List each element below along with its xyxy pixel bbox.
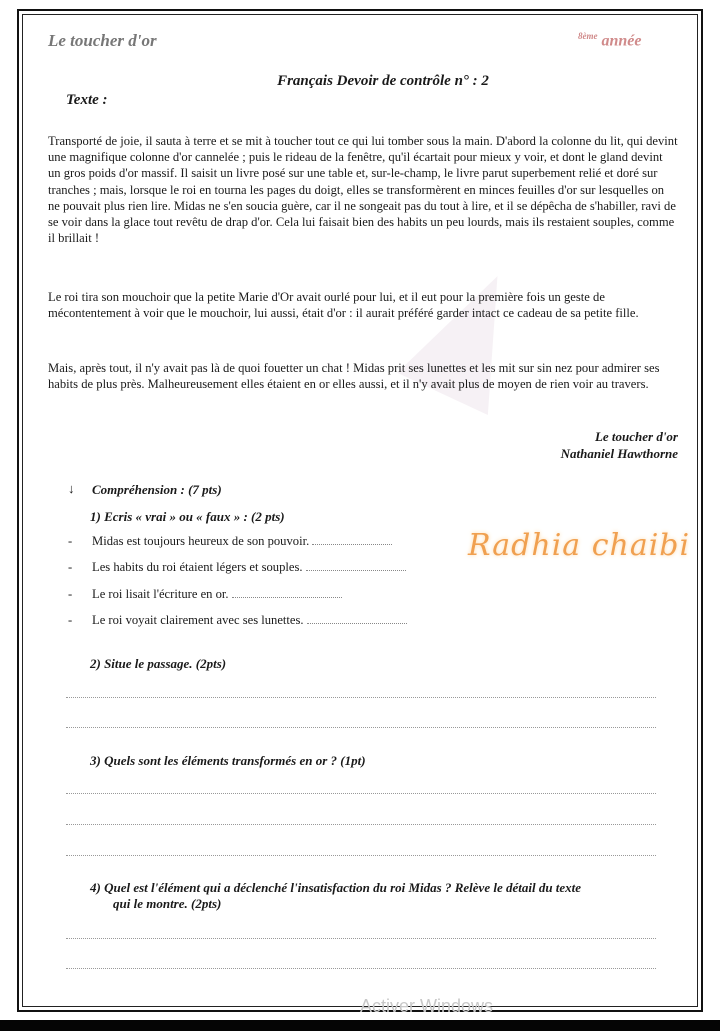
answer-line[interactable] xyxy=(66,824,656,825)
paragraph-3: Mais, après tout, il n'y avait pas là de quoi fouetter un chat ! Midas prit ses lunettes et les mit sur sin nez pour admirer ses habits de plus près. Malheureusement elles étaient en or elles aussi, et il n'y avait plus de moyen de rien voir au travers. xyxy=(48,361,660,392)
true-false-item: - Les habits du roi étaient légers et souples. xyxy=(68,560,406,575)
answer-blank[interactable] xyxy=(307,613,407,624)
question-3: 3) Quels sont les éléments transformés en or ? (1pt) xyxy=(90,753,366,768)
question-4: 4) Quel est l'élément qui a déclenché l'insatisfaction du roi Midas ? Relève le détail du texte xyxy=(90,880,582,895)
paragraph-1: Transporté de joie, il sauta à terre et se mit à toucher tout ce qui lui tomber sous la main. D'abord la colonne du lit, qui devint une magnifique colonne d'or cannelée ; puis le rideau de la fenêtre, qu'il écartait pour mieux y voir, et dont le gland devint un gros poids d'or massif. Il saisit un livre posé sur une table et, sur-le-champ, le livre parut superbement relié et doré sur tranches ; mais, lorsque le roi en tourna les pages du doigt, elles se transformèrent en minces feuilles d'or sur lesquelles on ne pouvait plus rien lire. Midas ne s'en soucia guère, car il ne songeait pas du tout à lire, et il se dépêcha de s'habiller, ravi de se voir dans la glace tout revêtu de drap d'or. Cela lui faisait bien des habits un peu lourds, mais ils restaient souples, comme il brillait ! xyxy=(48,134,678,246)
header-title: Le toucher d'or xyxy=(48,31,157,50)
item-text: Le roi voyait clairement avec ses lunettes. xyxy=(92,613,304,627)
answer-line[interactable] xyxy=(66,938,656,939)
question-4-cont: qui le montre. (2pts) xyxy=(113,896,222,911)
source-author: Nathaniel Hawthorne xyxy=(560,446,678,461)
answer-line[interactable] xyxy=(66,727,656,728)
true-false-item: - Midas est toujours heureux de son pouvoir. xyxy=(68,534,392,549)
comprehension-heading xyxy=(68,481,222,498)
exam-title: Français Devoir de contrôle n° : 2 xyxy=(277,73,489,89)
bottom-bar xyxy=(0,1020,720,1031)
arrow-down-bullet-icon: ↓ xyxy=(68,481,75,496)
item-text: Midas est toujours heureux de son pouvoir. xyxy=(92,534,310,548)
windows-activation-watermark: Activer Windows xyxy=(360,996,494,1016)
answer-line[interactable] xyxy=(66,968,656,969)
item-text: Le roi lisait l'écriture en or. xyxy=(92,587,229,601)
question-2: 2) Situe le passage. (2pts) xyxy=(90,656,227,671)
true-false-item: - Le roi voyait clairement avec ses lunettes. xyxy=(68,613,407,628)
texte-label: Texte : xyxy=(66,92,108,108)
author-signature: Radhia chaibi xyxy=(468,528,691,563)
true-false-item: - Le roi lisait l'écriture en or. xyxy=(68,587,342,602)
grade-number: 8ème xyxy=(578,31,598,41)
answer-blank[interactable] xyxy=(312,534,392,545)
paragraph-2: Le roi tira son mouchoir que la petite Marie d'Or avait ourlé pour lui, et il eut pour la première fois un geste de mécontentement à voir que le mouchoir, lui aussi, était d'or : il aurait préféré garder intact ce cadeau de sa petite fille. xyxy=(48,290,639,321)
answer-blank[interactable] xyxy=(306,560,406,571)
answer-blank[interactable] xyxy=(232,587,342,598)
source-work: Le toucher d'or xyxy=(594,429,678,444)
header-grade xyxy=(578,31,642,50)
question-1: 1) Ecris « vrai » ou « faux » : (2 pts) xyxy=(90,509,285,524)
answer-line[interactable] xyxy=(66,697,656,698)
answer-line[interactable] xyxy=(66,855,656,856)
answer-line[interactable] xyxy=(66,793,656,794)
comprehension-heading-text: Compréhension : (7 pts) xyxy=(92,482,222,497)
item-text: Les habits du roi étaient légers et souples. xyxy=(92,560,303,574)
grade-label: année xyxy=(601,32,642,50)
